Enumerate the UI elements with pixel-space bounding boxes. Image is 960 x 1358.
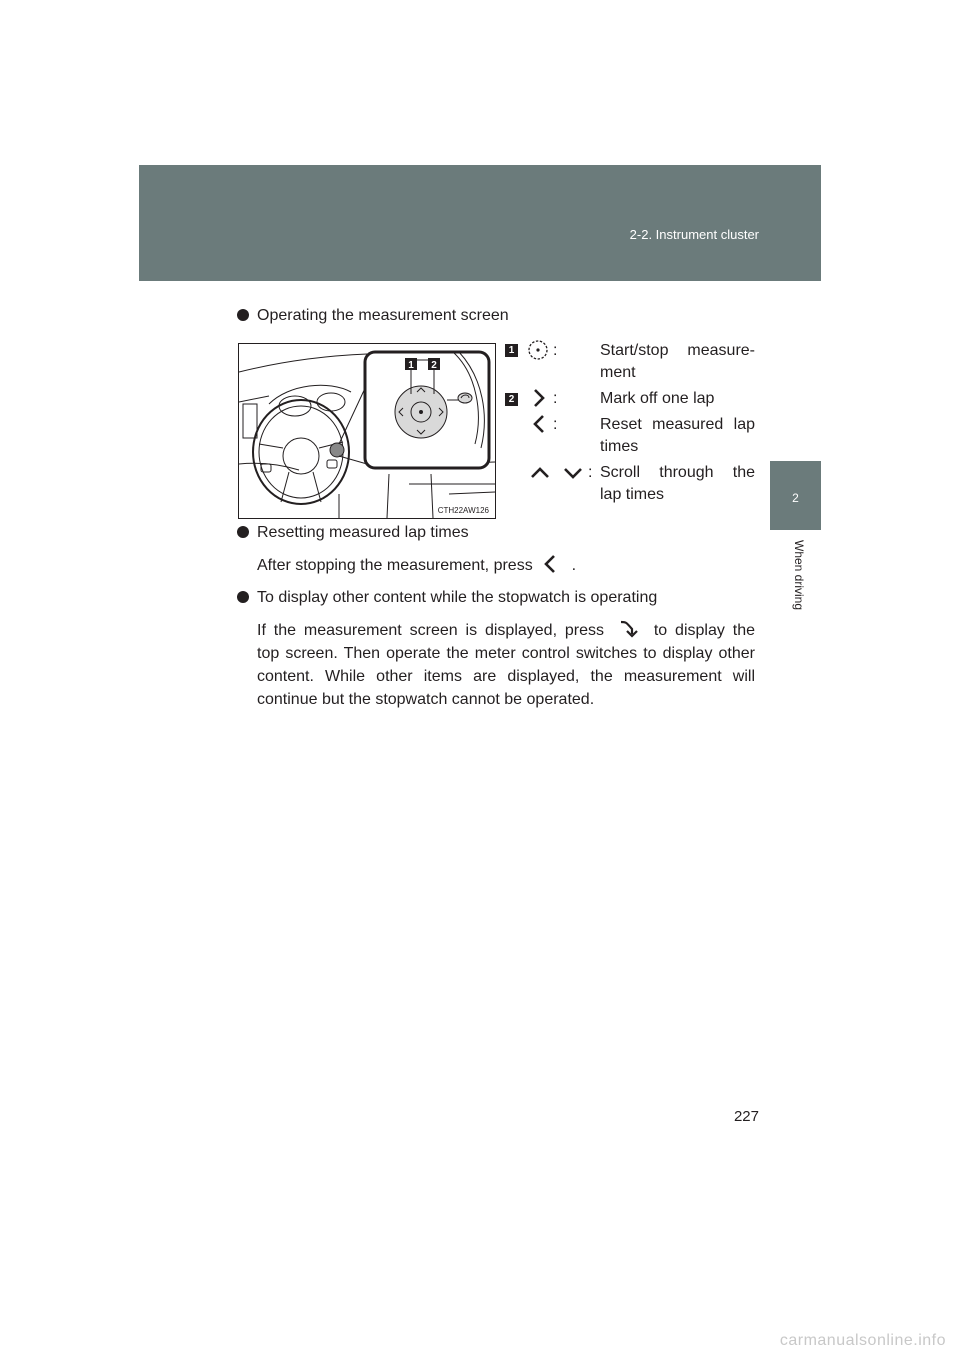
chevron-left-icon (537, 554, 567, 574)
steering-wheel-figure (238, 343, 496, 519)
bullet-other-content (237, 587, 657, 609)
legend-text: times (600, 438, 639, 455)
other-content-line-1: If the measurement screen is displayed, press to display the (257, 619, 755, 642)
legend-text: Scroll through the (600, 464, 755, 481)
svg-text:2: 2 (431, 360, 437, 371)
legend-text: ment (600, 364, 636, 381)
callout-1-badge: 1 (505, 344, 518, 357)
callout-2-badge: 2 (505, 393, 518, 406)
legend-text: Reset measured lap (600, 416, 755, 433)
other-content-paragraph: top screen. Then operate the meter control switches to display other content. While other items are displayed, the measurement will continue but the stopwatch cannot be operated. (257, 645, 755, 708)
chevron-right-icon (532, 387, 546, 409)
svg-text:1: 1 (408, 360, 414, 371)
bullet-icon (237, 526, 249, 538)
bullet-resetting (237, 522, 469, 544)
legend-text: lap times (600, 486, 665, 503)
chapter-tab (770, 461, 821, 530)
figure-code: CTH22AW126 (437, 506, 489, 515)
bullet-icon (237, 591, 249, 603)
reset-instruction: After stopping the measurement, press . (257, 554, 576, 577)
legend-text: Mark off one lap (600, 390, 715, 407)
chapter-number: 2 (792, 491, 799, 505)
chapter-label-text: When driving (792, 540, 806, 611)
center-button-icon (527, 339, 549, 361)
bullet-icon (237, 309, 249, 321)
steering-wheel-illustration (239, 344, 495, 518)
chevron-down-icon (562, 466, 584, 480)
bullet-text: To display other content while the stopwatch is operating (257, 589, 658, 606)
legend-text: Start/stop measure- (600, 342, 755, 359)
section-title: 2-2. Instrument cluster (629, 227, 759, 242)
back-arrow-icon (612, 619, 646, 639)
header-band (139, 165, 821, 281)
page-number: 227 (733, 1108, 759, 1125)
bullet-text: Resetting measured lap times (257, 524, 469, 541)
chevron-left-icon (532, 413, 546, 435)
watermark: carmanualsonline.info (779, 1332, 946, 1349)
bullet-operating (237, 305, 509, 327)
chapter-label (770, 538, 821, 658)
bullet-text: Operating the measurement screen (257, 307, 509, 324)
chevron-up-icon (529, 466, 551, 480)
